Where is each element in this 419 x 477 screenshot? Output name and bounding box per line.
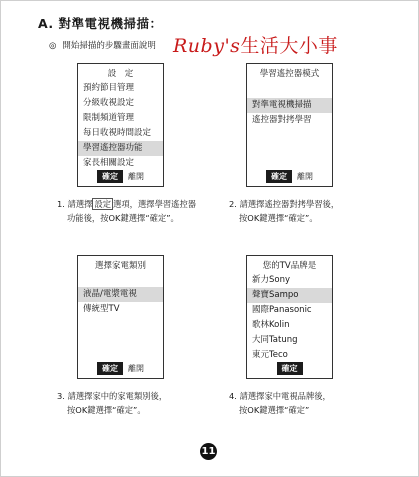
screen-footer xyxy=(247,362,332,375)
caption-step-4 xyxy=(229,389,331,417)
ok-button[interactable]: 確定 xyxy=(97,362,123,375)
exit-button[interactable]: 離開 xyxy=(128,172,144,181)
menu-item[interactable]: 每日收視時間設定 xyxy=(83,128,152,138)
screen-footer xyxy=(78,170,163,183)
menu-item[interactable]: 歌林Kolin xyxy=(252,320,290,330)
menu-item-selected[interactable]: 學習遙控器功能 xyxy=(78,141,163,156)
menu-item[interactable]: 預約節目管理 xyxy=(83,83,135,93)
caption-step-1 xyxy=(57,197,196,225)
menu-list xyxy=(247,273,332,363)
menu-item[interactable]: 遙控器對拷學習 xyxy=(252,115,312,125)
step-number: 3. xyxy=(57,391,65,401)
step-number: 1. xyxy=(57,199,65,209)
section-title: A. 對準電視機掃描： xyxy=(38,16,163,31)
exit-button[interactable]: 離開 xyxy=(128,364,144,373)
step-number: 2. xyxy=(229,199,237,209)
caption-step-2 xyxy=(229,197,339,225)
ok-button[interactable]: 確定 xyxy=(277,362,303,375)
menu-item[interactable]: 新力Sony xyxy=(252,275,291,285)
caption-line-2: 按OK鍵選擇“確定”。 xyxy=(67,405,146,415)
caption-text: 請選擇遙控器對拷學習後， xyxy=(239,199,340,209)
screen-footer xyxy=(247,170,332,183)
caption-line-2: 功能後，按OK鍵選擇“確定”。 xyxy=(67,213,179,223)
blog-watermark xyxy=(173,31,338,58)
caption-line-2: 按OK鍵選擇“確定”。 xyxy=(239,213,318,223)
learn-remote-mode-screen xyxy=(246,63,333,187)
screen-title: 選擇家電類別 xyxy=(94,261,146,271)
menu-item[interactable]: 東元Teco xyxy=(252,350,288,360)
screen-footer xyxy=(78,362,163,375)
menu-list xyxy=(247,98,332,128)
bullet-mark: ◎ xyxy=(49,41,57,51)
menu-item[interactable]: 限制頻道管理 xyxy=(83,113,135,123)
menu-item-selected[interactable]: 液晶/電漿電視 xyxy=(78,287,163,302)
caption-text: 請選擇家中電視品牌後， xyxy=(239,391,331,401)
menu-item[interactable]: 分級收視設定 xyxy=(83,98,135,108)
settings-menu-screen xyxy=(77,63,164,187)
menu-item[interactable]: 大同Tatung xyxy=(252,335,298,345)
ok-button[interactable]: 確定 xyxy=(97,170,123,183)
exit-button[interactable]: 離開 xyxy=(297,172,313,181)
screen-title: 您的TV品牌是 xyxy=(262,261,317,271)
screen-title: 設 定 xyxy=(107,69,134,79)
page-number: 11 xyxy=(200,443,217,460)
menu-item[interactable]: 家長相關設定 xyxy=(83,158,135,168)
menu-item[interactable]: 傳統型TV xyxy=(83,304,120,314)
tv-brand-screen xyxy=(246,255,333,379)
menu-item-selected[interactable]: 對準電視機掃描 xyxy=(247,98,332,113)
caption-step-3 xyxy=(57,389,167,417)
caption-text: 請選擇 xyxy=(67,199,93,209)
menu-list xyxy=(78,287,163,317)
device-category-screen xyxy=(77,255,164,379)
menu-item[interactable]: 國際Panasonic xyxy=(252,305,312,315)
intro-text: 開始掃描的步驟畫面說明 xyxy=(62,41,156,51)
watermark-latin: Ruby's xyxy=(173,35,241,57)
step-number: 4. xyxy=(229,391,237,401)
caption-text: 請選擇家中的家電類別後， xyxy=(67,391,168,401)
ok-button[interactable]: 確定 xyxy=(266,170,292,183)
watermark-cjk: 生活大小事 xyxy=(240,35,338,57)
intro-line xyxy=(49,39,156,51)
caption-line-2: 按OK鍵選擇“確定” xyxy=(239,405,310,415)
screen-title: 學習遙控器模式 xyxy=(259,69,320,79)
menu-item-selected[interactable]: 聲寶Sampo xyxy=(247,288,332,303)
boxed-keyword: 設定 xyxy=(94,199,112,209)
caption-text: 選項，選擇學習遙控器 xyxy=(113,199,197,209)
menu-list xyxy=(78,81,163,171)
